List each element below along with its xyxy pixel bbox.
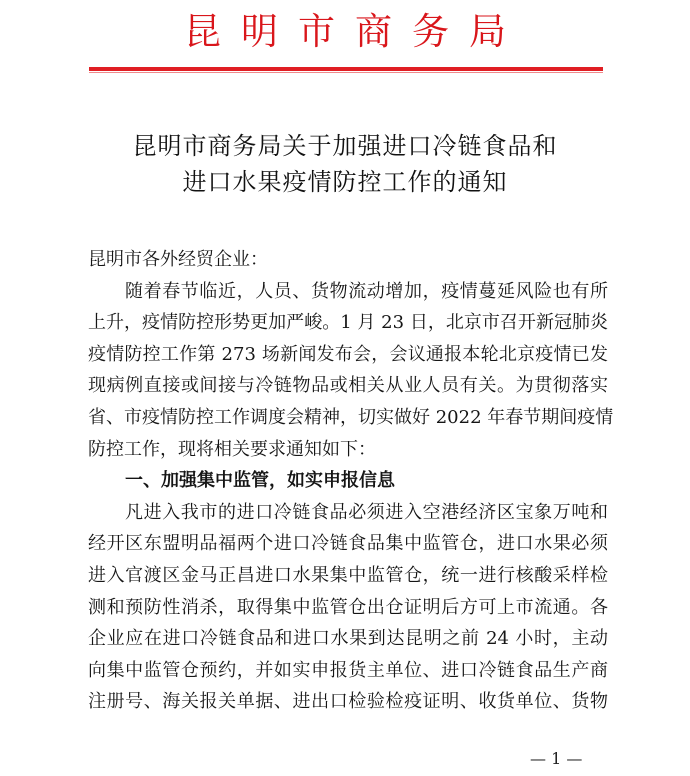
document-title-line-1: 昆明市商务局关于加强进口冷链食品和 <box>132 132 558 160</box>
paragraph-1-line: 省、市疫情防控工作调度会精神，切实做好 2022 年春节期间疫情 <box>88 406 614 428</box>
masthead-red-rule <box>89 67 603 71</box>
document-title-line-2: 进口水果疫情防控工作的通知 <box>182 168 508 196</box>
paragraph-2-line: 企业应在进口冷链食品和进口水果到达昆明之前 24 小时，主动 <box>88 628 608 650</box>
paragraph-2-line: 注册号、海关报关单据、进出口检验检疫证明、收货单位、货物 <box>88 691 608 713</box>
document-body <box>88 244 614 718</box>
paragraph-1-line: 现病例直接或间接与冷链物品或相关从业人员有关。为贯彻落实 <box>88 375 608 397</box>
page-number: — 1 — <box>530 749 583 768</box>
paragraph-2-line: 凡进入我市的进口冷链食品必须进入空港经济区宝象万吨和 <box>125 501 608 523</box>
paragraph-1-line: 上升，疫情防控形势更加严峻。1 月 23 日，北京市召开新冠肺炎 <box>88 312 608 334</box>
paragraph-1-line: 疫情防控工作第 273 场新闻发布会，会议通报本轮北京疫情已发 <box>88 343 608 365</box>
paragraph-2-line: 测和预防性消杀，取得集中监管仓出仓证明后方可上市流通。各 <box>88 596 608 618</box>
section-1-heading: 一、加强集中监管，如实申报信息 <box>125 470 395 492</box>
paragraph-2-line: 进入官渡区金马正昌进口水果集中监管仓，统一进行核酸采样检 <box>88 564 608 586</box>
paragraph-2-line: 经开区东盟明品福两个进口冷链食品集中监管仓，进口水果必须 <box>88 533 608 555</box>
masthead-title: 昆明市商务局 <box>184 10 526 53</box>
paragraph-1-line: 随着春节临近，人员、货物流动增加，疫情蔓延风险也有所 <box>125 280 608 302</box>
masthead-red-rule-thin <box>89 72 603 73</box>
masthead <box>0 4 690 60</box>
paragraph-1-line: 防控工作，现将相关要求通知如下： <box>88 438 376 460</box>
salutation: 昆明市各外经贸企业： <box>88 249 268 270</box>
paragraph-2-line: 向集中监管仓预约，并如实申报货主单位、进口冷链食品生产商 <box>88 659 608 681</box>
document-title <box>0 128 690 200</box>
